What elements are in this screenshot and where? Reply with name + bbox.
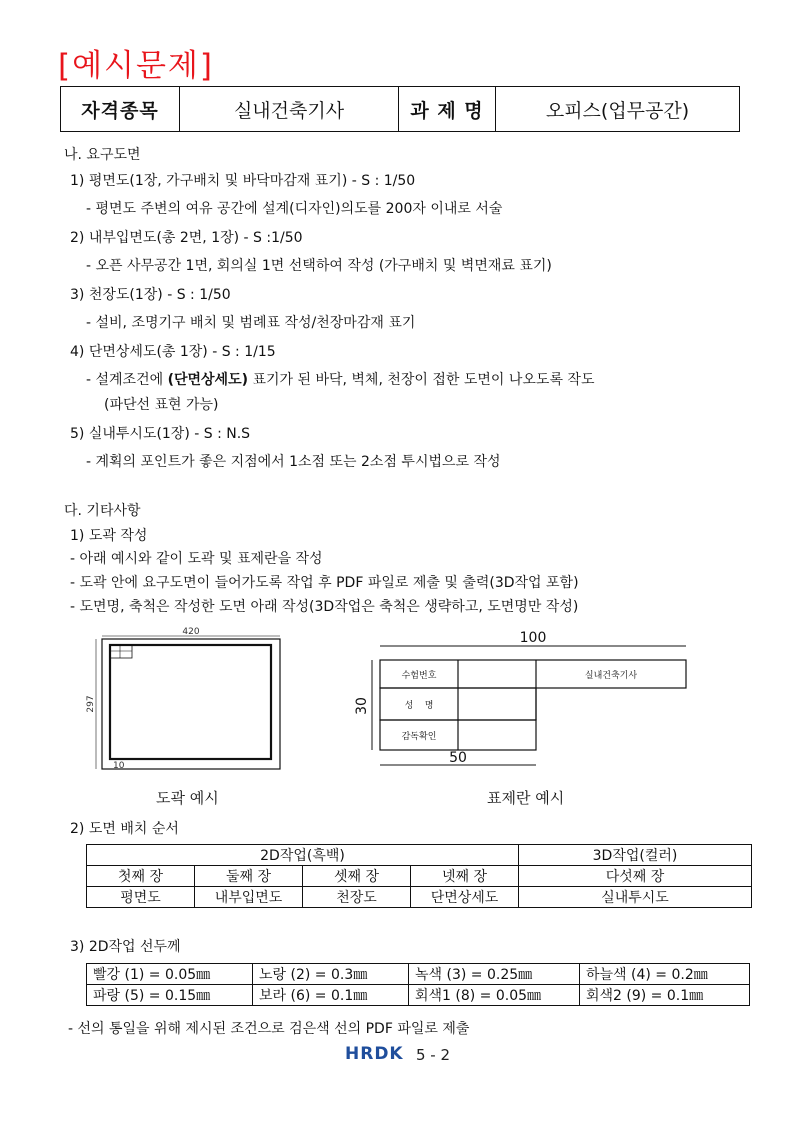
sheet-outline [102, 639, 280, 769]
title-block-example-diagram [346, 624, 692, 770]
page-title: [예시문제] [58, 48, 214, 84]
line-weight-cell: 파랑 (5) = 0.15㎜ [87, 985, 253, 1006]
block-width-label: 100 [519, 630, 547, 646]
req-note: - 설비, 조명기구 배치 및 범례표 작성/천장마감재 표기 [86, 315, 416, 331]
line-weight-cell: 빨강 (1) = 0.05㎜ [87, 964, 253, 985]
group-3d-header: 3D작업(컬러) [519, 845, 752, 866]
title-block-caption: 표제란 예시 [487, 789, 565, 807]
line-weight-cell: 하늘색 (4) = 0.2㎜ [580, 964, 750, 985]
line-weight-cell: 회색1 (8) = 0.05㎜ [409, 985, 580, 1006]
req-item: 5) 실내투시도(1장) - S : N.S [70, 426, 251, 442]
page-number: 5 - 2 [416, 1046, 451, 1064]
sub-heading: 2) 도면 배치 순서 [70, 821, 179, 837]
req-item: 3) 천장도(1장) - S : 1/50 [70, 287, 231, 303]
drawing-cell: 단면상세도 [411, 887, 519, 908]
frame-width-label: 420 [182, 627, 200, 637]
line-weight-cell: 회색2 (9) = 0.1㎜ [580, 985, 750, 1006]
group-2d-header: 2D작업(흑백) [87, 845, 519, 866]
drawing-cell: 평면도 [87, 887, 195, 908]
req-note: - 설계조건에 (단면상세도) 표기가 된 바닥, 벽체, 천장이 접한 도면이 나오도록 작도 [86, 372, 595, 388]
frame-margin-label: 10 [113, 761, 125, 771]
frame-example-diagram [80, 622, 290, 772]
block-inner-width-label: 50 [449, 750, 467, 766]
sub-heading: 1) 도곽 작성 [70, 528, 148, 544]
section-c-heading: 다. 기타사항 [64, 503, 141, 519]
req-item: 4) 단면상세도(총 1장) - S : 1/15 [70, 344, 276, 360]
order-cell: 셋째 장 [303, 866, 411, 887]
req-note: - 평면도 주변의 여유 공간에 설계(디자인)의도를 200자 이내로 서술 [86, 201, 503, 217]
title-block-mark [110, 645, 132, 658]
other-note: - 도면명, 축척은 작성한 도면 아래 작성(3D작업은 축척은 생략하고, 도면명만 작성) [70, 599, 579, 615]
line-weight-cell: 노랑 (2) = 0.3㎜ [253, 964, 409, 985]
order-cell: 첫째 장 [87, 866, 195, 887]
order-cell: 다섯째 장 [519, 866, 752, 887]
hrdk-logo: HRDK [345, 1044, 404, 1064]
supervisor-label: 감독확인 [401, 732, 437, 742]
req-item: 1) 평면도(1장, 가구배치 및 바닥마감재 표기) - S : 1/50 [70, 173, 416, 189]
task-label: 과 제 명 [399, 87, 496, 132]
other-note: - 도곽 안에 요구도면이 들어가도록 작업 후 PDF 파일로 제출 및 출력(3D작업 포함) [70, 575, 579, 591]
drawing-cell: 천장도 [303, 887, 411, 908]
bold-emphasis: (단면상세도) [167, 372, 248, 388]
qualification-value: 실내건축기사 [180, 87, 399, 132]
other-note: - 아래 예시와 같이 도곽 및 표제란을 작성 [70, 551, 323, 567]
req-note: - 계획의 포인트가 좋은 지점에서 1소점 또는 2소점 투시법으로 작성 [86, 454, 501, 470]
line-weight-cell: 녹색 (3) = 0.25㎜ [409, 964, 580, 985]
order-cell: 둘째 장 [195, 866, 303, 887]
name-label: 성 명 [404, 701, 434, 711]
border-frame [110, 645, 271, 759]
block-height-label: 30 [354, 697, 370, 715]
final-note: - 선의 통일을 위해 제시된 조건으로 검은색 선의 PDF 파일로 제출 [68, 1021, 470, 1037]
req-note: - 오픈 사무공간 1면, 회의실 1면 선택하여 작성 (가구배치 및 벽면재료 표기) [86, 258, 552, 274]
order-cell: 넷째 장 [411, 866, 519, 887]
drawing-cell: 내부입면도 [195, 887, 303, 908]
header-table [60, 86, 740, 132]
task-value: 오피스(업무공간) [496, 87, 740, 132]
title-block-title: 실내건축기사 [584, 671, 638, 681]
frame-example-caption: 도곽 예시 [156, 789, 219, 807]
drawing-cell: 실내투시도 [519, 887, 752, 908]
req-item: 2) 내부입면도(총 2면, 1장) - S :1/50 [70, 230, 303, 246]
exam-number-label: 수험번호 [401, 671, 437, 681]
line-weight-cell: 보라 (6) = 0.1㎜ [253, 985, 409, 1006]
qualification-label: 자격종목 [61, 87, 180, 132]
line-weight-table [86, 963, 750, 1006]
sub-heading: 3) 2D작업 선두께 [70, 939, 181, 955]
frame-height-label: 297 [86, 695, 96, 713]
req-note-continued: (파단선 표현 가능) [104, 397, 219, 413]
section-b-heading: 나. 요구도면 [64, 147, 141, 163]
drawing-order-table [86, 844, 752, 908]
